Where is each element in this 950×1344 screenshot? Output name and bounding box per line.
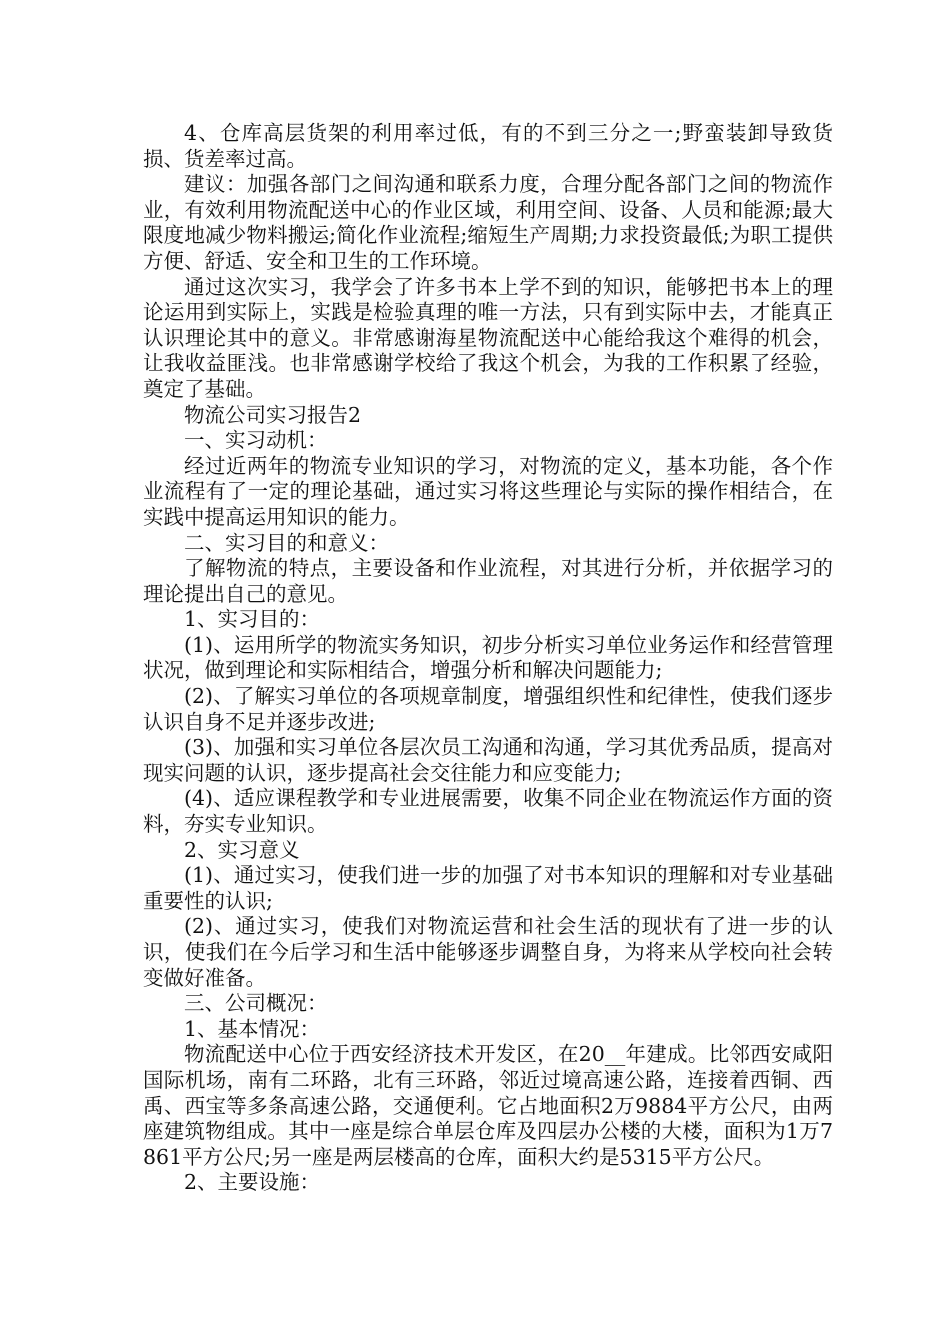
subheading-facilities: 2、主要设施： [184, 1170, 321, 1195]
document-page [143, 121, 833, 1196]
paragraph-summary: 通过这次实习，我学会了许多书本上学不到的知识，能够把书本上的理论运用到实际上，实践是检验真理的唯一方法，只有到实际中去，才能真正认识理论其中的意义。非常感谢海星物流配送中心能给我这个难得的机会，让我收益匪浅。也非常感谢学校给了我这个机会，为我的工作积累了经验，奠定了基础。 [143, 274, 833, 401]
section-heading-purpose: 二、实习目的和意义： [184, 530, 389, 555]
section-heading-company: 三、公司概况： [184, 991, 328, 1016]
list-item-significance-2: (2)、通过实习，使我们对物流运营和社会生活的现状有了进一步的认识，使我们在今后学习和生活中能够逐步调整自身，为将来从学校向社会转变做好准备。 [143, 914, 833, 990]
list-item-purpose-1: (1)、运用所学的物流实务知识，初步分析实习单位业务运作和经营管理状况，做到理论和实际相结合，增强分析和解决问题能力; [143, 632, 833, 683]
list-item-significance-1: (1)、通过实习，使我们进一步的加强了对书本知识的理解和对专业基础重要性的认识; [143, 863, 833, 913]
subheading-basic-info: 1、基本情况： [184, 1016, 321, 1041]
subheading-purpose: 1、实习目的： [184, 607, 321, 632]
section-heading-motivation: 一、实习动机： [184, 428, 328, 453]
paragraph-basic-info: 物流配送中心位于西安经济技术开发区，在20__年建成。比邻西安咸阳国际机场，南有二环路，北有三环路，邻近过境高速公路，连接着西铜、西禹、西宝等多条高速公路，交通便利。它占地面积2万9884平方公尺，由两座建筑物组成。其中一座是综合单层仓库及四层办公楼的大楼，面积为1万7861平方公尺;另一座是两层楼高的仓库，面积大约是5315平方公尺。 [143, 1042, 833, 1169]
list-item-purpose-2: (2)、了解实习单位的各项规章制度，增强组织性和纪律性，使我们逐步认识自身不足并逐步改进; [143, 684, 833, 734]
list-item-purpose-3: (3)、加强和实习单位各层次员工沟通和沟通，学习其优秀品质，提高对现实问题的认识，逐步提高社会交往能力和应变能力; [143, 735, 833, 785]
report-title: 物流公司实习报告2 [184, 402, 362, 427]
paragraph-motivation: 经过近两年的物流专业知识的学习，对物流的定义，基本功能，各个作业流程有了一定的理论基础，通过实习将这些理论与实际的操作相结合，在实践中提高运用知识的能力。 [143, 453, 833, 529]
subheading-significance: 2、实习意义 [184, 837, 300, 862]
paragraph-purpose: 了解物流的特点，主要设备和作业流程，对其进行分析，并依据学习的理论提出自己的意见。 [143, 556, 833, 606]
paragraph-suggestion: 建议：加强各部门之间沟通和联系力度，合理分配各部门之间的物流作业，有效利用物流配送中心的作业区域，利用空间、设备、人员和能源;最大限度地减少物料搬运;简化作业流程;缩短生产周期;力求投资最低;为职工提供方便、舒适、安全和卫生的工作环境。 [143, 172, 833, 273]
list-item-purpose-4: (4)、适应课程教学和专业进展需要，收集不同企业在物流运作方面的资料，夯实专业知识。 [143, 786, 833, 837]
paragraph-warehouse-issue: 4、仓库高层货架的利用率过低，有的不到三分之一;野蛮装卸导致货损、货差率过高。 [143, 121, 833, 171]
